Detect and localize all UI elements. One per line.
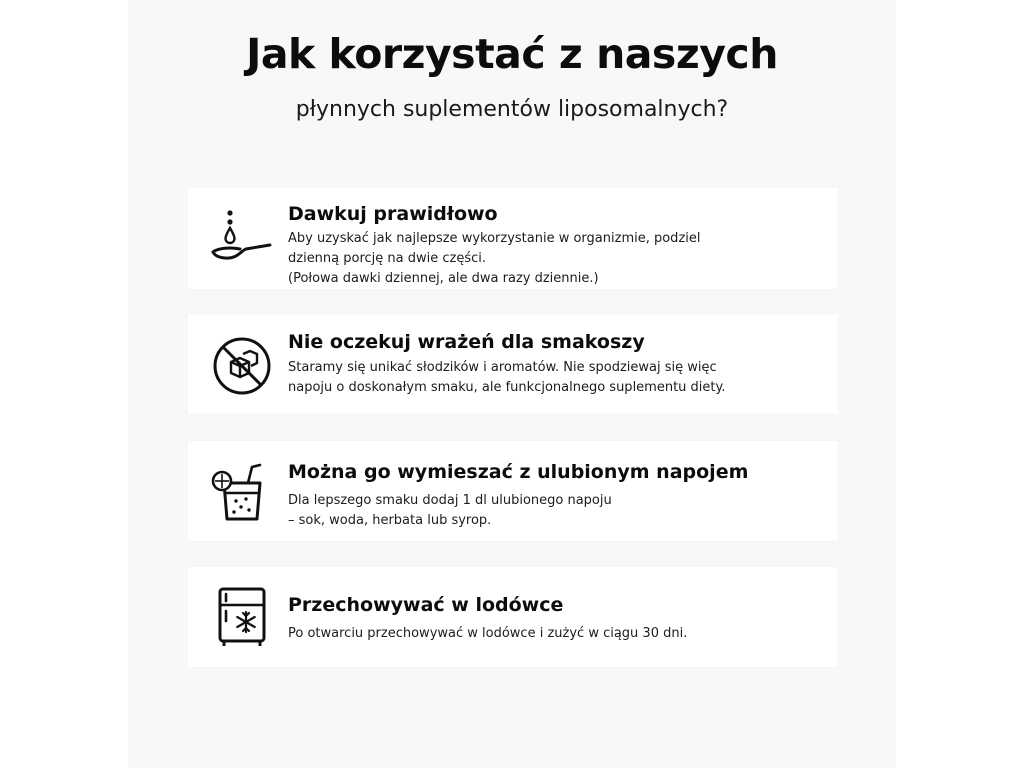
tip-title: Można go wymieszać z ulubionym napojem	[288, 461, 749, 483]
page-title: Jak korzystać z naszych	[246, 30, 778, 78]
tip-card-mixing	[188, 441, 838, 541]
content-panel	[128, 0, 896, 768]
tip-line: Dla lepszego smaku dodaj 1 dl ulubionego napoju	[288, 493, 612, 508]
tip-line: napoju o doskonałym smaku, ale funkcjonalnego suplementu diety.	[288, 380, 726, 395]
spoon-drops-icon	[210, 206, 274, 270]
tip-line: dzienną porcję na dwie części.	[288, 251, 487, 266]
tip-line: Po otwarciu przechowywać w lodówce i zużyć w ciągu 30 dni.	[288, 626, 688, 641]
tip-description	[288, 624, 687, 644]
tip-card-storage	[188, 567, 838, 667]
lemonade-glass-icon	[210, 459, 274, 523]
tip-description	[288, 358, 725, 398]
tip-line: (Połowa dawki dziennej, ale dwa razy dziennie.)	[288, 271, 599, 286]
tip-title: Dawkuj prawidłowo	[288, 203, 498, 225]
tip-description	[288, 491, 612, 531]
fridge-snowflake-icon	[210, 585, 274, 649]
tip-card-dosage	[188, 188, 838, 289]
no-sugar-icon	[210, 332, 274, 396]
tip-title: Przechowywać w lodówce	[288, 594, 564, 616]
tip-line: Aby uzyskać jak najlepsze wykorzystanie w organizmie, podziel	[288, 231, 701, 246]
tip-line: Staramy się unikać słodzików i aromatów. Nie spodziewaj się więc	[288, 360, 717, 375]
tip-description	[288, 229, 700, 289]
page-subtitle: płynnych suplementów liposomalnych?	[295, 97, 729, 122]
tip-card-taste	[188, 314, 838, 414]
tip-title: Nie oczekuj wrażeń dla smakoszy	[288, 331, 645, 353]
tip-line: – sok, woda, herbata lub syrop.	[288, 513, 492, 528]
